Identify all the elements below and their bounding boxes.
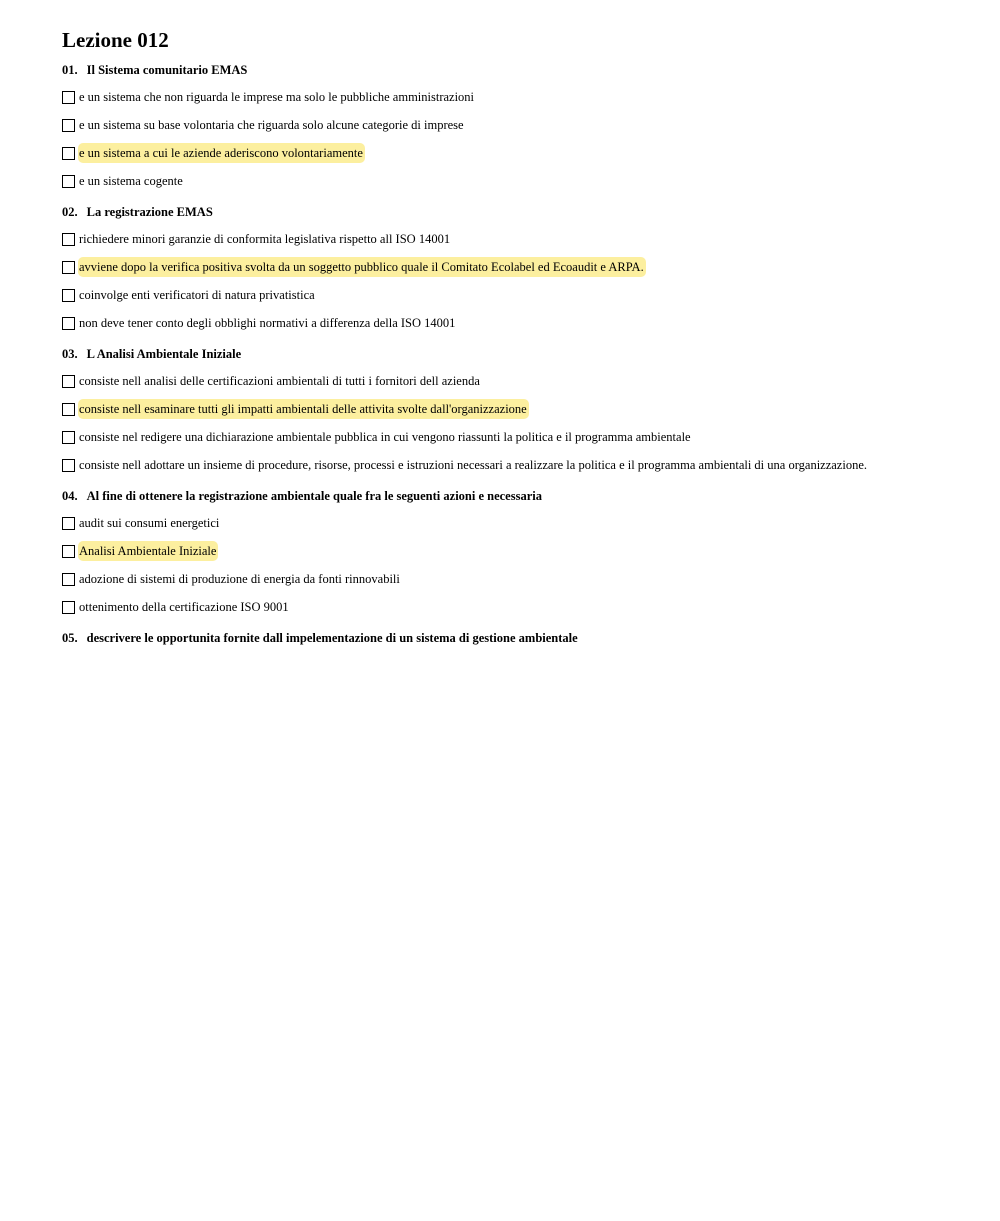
answer-text: non deve tener conto degli obblighi normativi a differenza della ISO 14001	[79, 316, 456, 330]
answer-option[interactable]	[62, 400, 982, 418]
question-2	[62, 204, 982, 332]
answer-checkbox[interactable]	[62, 375, 75, 388]
answer-option[interactable]	[62, 144, 982, 162]
answer-text: e un sistema cogente	[79, 174, 183, 188]
answer-option[interactable]	[62, 514, 982, 532]
question-heading	[62, 346, 982, 362]
answer-option[interactable]	[62, 286, 982, 304]
question-heading	[62, 630, 982, 646]
question-heading	[62, 204, 982, 220]
question-heading	[62, 488, 982, 504]
answer-checkbox[interactable]	[62, 517, 75, 530]
answer-text: audit sui consumi energetici	[79, 516, 220, 530]
answer-checkbox[interactable]	[62, 91, 75, 104]
highlighted-answer-text: avviene dopo la verifica positiva svolta da un soggetto pubblico quale il Comitato Ecolabel ed Ecoaudit e ARPA.	[78, 257, 646, 277]
highlighted-answer-text: consiste nell esaminare tutti gli impatti ambientali delle attivita svolte dall'organizzazione	[78, 399, 529, 419]
answer-checkbox[interactable]	[62, 317, 75, 330]
answer-checkbox[interactable]	[62, 261, 75, 274]
answer-text: ottenimento della certificazione ISO 9001	[79, 600, 289, 614]
answer-text: e un sistema che non riguarda le imprese ma solo le pubbliche amministrazioni	[79, 90, 475, 104]
question-number: 03.	[62, 347, 78, 361]
answer-checkbox[interactable]	[62, 147, 75, 160]
question-3	[62, 346, 982, 474]
lesson-title: Lezione 012	[62, 28, 169, 52]
answer-text: e un sistema su base volontaria che riguarda solo alcune categorie di imprese	[79, 118, 464, 132]
answer-checkbox[interactable]	[62, 459, 75, 472]
answer-checkbox[interactable]	[62, 233, 75, 246]
answer-checkbox[interactable]	[62, 431, 75, 444]
question-text: La registrazione EMAS	[86, 205, 213, 219]
question-5	[62, 630, 982, 646]
answer-text: consiste nel redigere una dichiarazione ambientale pubblica in cui vengono riassunti la politica e il programma ambientale	[79, 430, 691, 444]
answer-checkbox[interactable]	[62, 289, 75, 302]
question-heading	[62, 62, 982, 78]
answer-option[interactable]	[62, 314, 982, 332]
answer-checkbox[interactable]	[62, 119, 75, 132]
answer-checkbox[interactable]	[62, 403, 75, 416]
question-list	[62, 62, 982, 646]
question-number: 01.	[62, 63, 78, 77]
answer-option[interactable]	[62, 428, 982, 446]
question-text: descrivere le opportunita fornite dall impelementazione di un sistema di gestione ambientale	[86, 631, 578, 645]
answer-text: consiste nell analisi delle certificazioni ambientali di tutti i fornitori dell azienda	[79, 374, 480, 388]
highlighted-answer-text: Analisi Ambientale Iniziale	[78, 541, 218, 561]
answer-option[interactable]	[62, 172, 982, 190]
answer-option[interactable]	[62, 230, 982, 248]
question-text: Al fine di ottenere la registrazione ambientale quale fra le seguenti azioni e necessaria	[86, 489, 542, 503]
answer-checkbox[interactable]	[62, 573, 75, 586]
question-number: 05.	[62, 631, 78, 645]
question-number: 04.	[62, 489, 78, 503]
answer-text: richiedere minori garanzie di conformita legislativa rispetto all ISO 14001	[79, 232, 451, 246]
answer-option[interactable]	[62, 258, 982, 276]
answer-text: coinvolge enti verificatori di natura privatistica	[79, 288, 315, 302]
answer-option[interactable]	[62, 88, 982, 106]
answer-option[interactable]	[62, 570, 982, 588]
answer-checkbox[interactable]	[62, 601, 75, 614]
question-text: L Analisi Ambientale Iniziale	[86, 347, 242, 361]
quiz-page	[62, 27, 982, 656]
answer-checkbox[interactable]	[62, 545, 75, 558]
question-1	[62, 62, 982, 190]
question-number: 02.	[62, 205, 78, 219]
question-text: Il Sistema comunitario EMAS	[86, 63, 248, 77]
highlighted-answer-text: e un sistema a cui le aziende aderiscono volontariamente	[78, 143, 365, 163]
answer-text: consiste nell adottare un insieme di procedure, risorse, processi e istruzioni necessari a realizzare la politica e il programma ambientali di una organizzazione.	[79, 458, 868, 472]
answer-option[interactable]	[62, 116, 982, 134]
answer-text: adozione di sistemi di produzione di energia da fonti rinnovabili	[79, 572, 400, 586]
answer-option[interactable]	[62, 456, 982, 474]
answer-option[interactable]	[62, 372, 982, 390]
answer-option[interactable]	[62, 542, 982, 560]
question-4	[62, 488, 982, 616]
answer-option[interactable]	[62, 598, 982, 616]
answer-checkbox[interactable]	[62, 175, 75, 188]
